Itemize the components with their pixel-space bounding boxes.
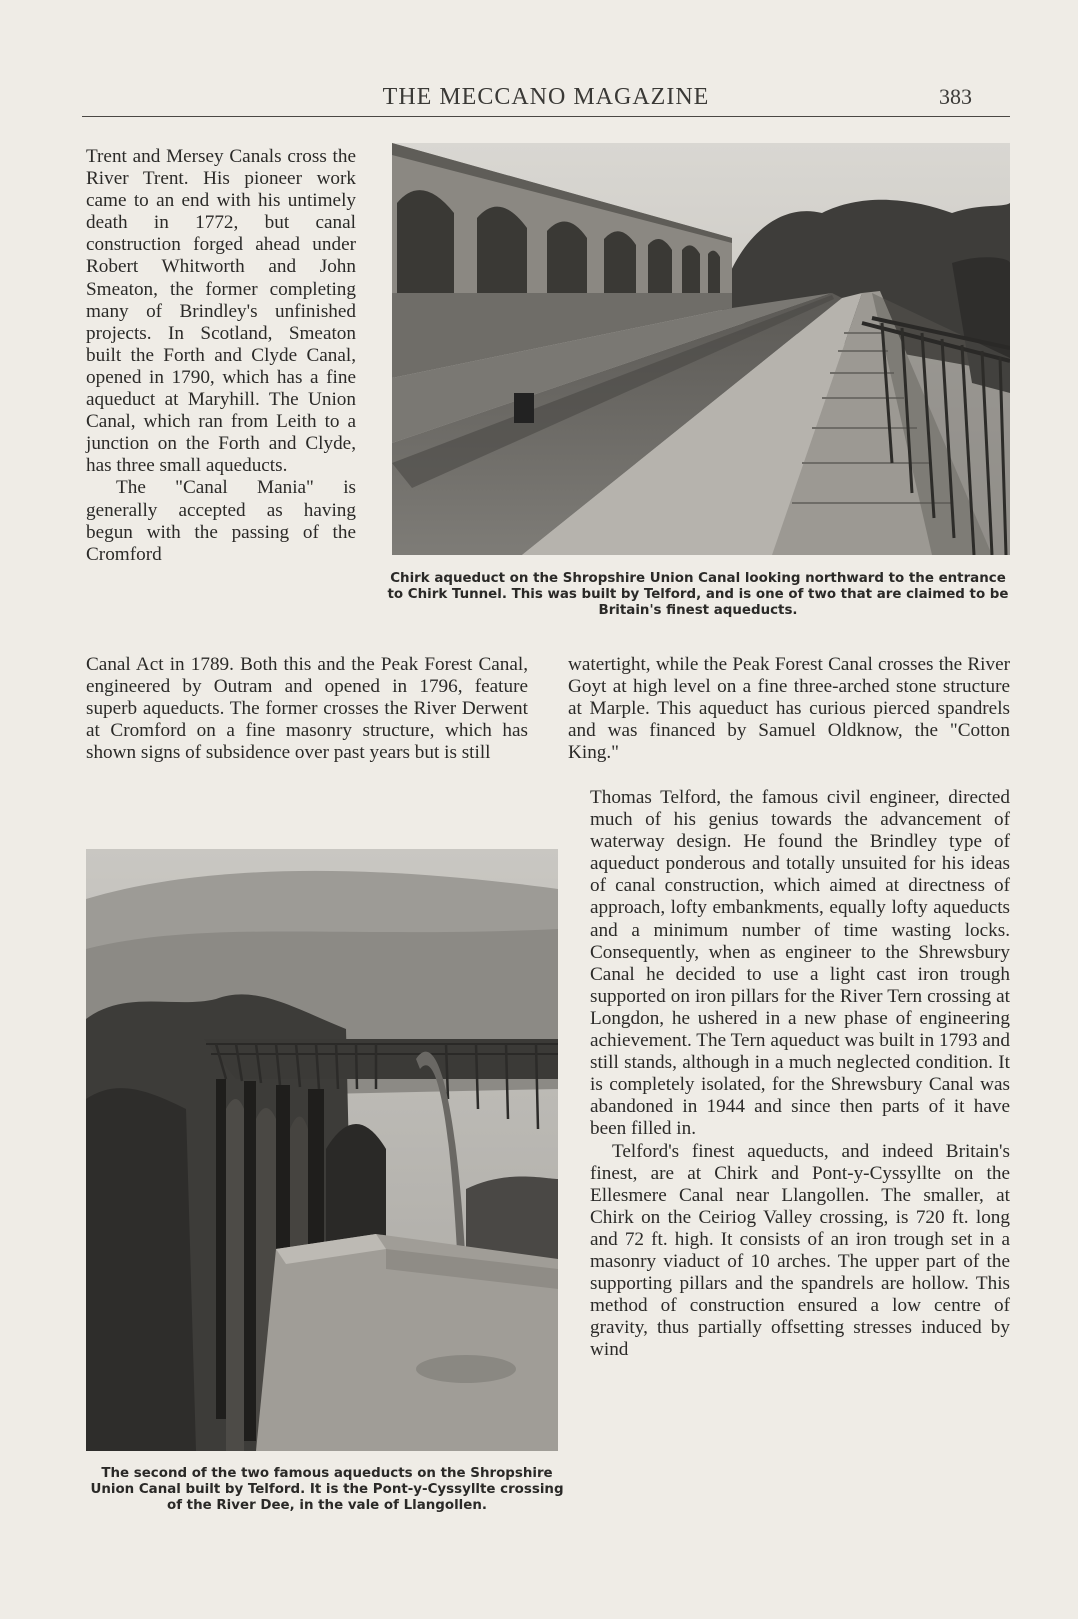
paragraph-canal-mania-start: The "Canal Mania" is generally accepted as having begun with the passing of the Cromford bbox=[86, 477, 356, 565]
paragraph-trent-mersey: Trent and Mersey Canals cross the River Trent. His pioneer work came to an end with his untimely death in 1772, but canal construction forged ahead under Robert Whitworth and John Smeaton, the former completing many of Brindley's unfinished projects. In Scotland, Smeaton built the Forth and Clyde Canal, opened in 1790, which has a fine aqueduct at Maryhill. The Union Canal, which ran from Leith to a junction on the Forth and Clyde, has three small aqueducts. bbox=[86, 146, 356, 477]
chirk-photo-caption: Chirk aqueduct on the Shropshire Union Canal looking northward to the entrance to Chirk Tunnel. This was built by Telford, and is one of two that are claimed to be Britain's finest aqueducts. bbox=[387, 571, 1009, 618]
paragraph-finest-aqueducts: Telford's finest aqueducts, and indeed Britain's finest, are at Chirk and Pont-y-Cyssyllte on the Ellesmere Canal near Llangollen. The smaller, at Chirk on the Ceiriog Valley crossing, is 720 ft. long and 72 ft. high. It consists of an iron trough set in a masonry viaduct of 10 arches. The upper part of the supporting pillars and the spandrels are hollow. This method of construction ensured a low centre of gravity, thus partially offsetting stresses induced by wind bbox=[590, 1140, 1010, 1361]
page-number: 383 bbox=[939, 84, 972, 109]
right-column-text bbox=[590, 787, 1010, 1361]
chirk-aqueduct-photo bbox=[392, 143, 1010, 555]
magazine-title: THE MECCANO MAGAZINE bbox=[382, 84, 710, 110]
pontcysyllte-photo-caption: The second of the two famous aqueducts on the Shropshire Union Canal built by Telford. It is the Pont-y-Cyssyllte crossing of the River Dee, in the vale of Llangollen. bbox=[90, 1466, 564, 1513]
paragraph-canal-mania-cont: Canal Act in 1789. Both this and the Peak Forest Canal, engineered by Outram and opened in 1796, feature superb aqueducts. The former crosses the River Derwent at Cromford on a fine masonry structure, which has shown signs of subsidence over past years but is still bbox=[86, 654, 528, 764]
pontcysyllte-aqueduct-photo bbox=[86, 849, 558, 1451]
paragraph-telford: Thomas Telford, the famous civil engineer, directed much of his genius towards the advancement of waterway design. He found the Brindley type of aqueduct ponderous and totally unsuited for his ideas of canal construction, which aimed at directness of approach, lofty embankments, equally lofty aqueducts and a minimum number of time wasting locks. Consequently, when as engineer to the Shrewsbury Canal he decided to use a light cast iron trough supported on iron pillars for the River Tern crossing at Longdon, he ushered in a new phase of engineering achievement. The Tern aqueduct was built in 1793 and still stands, although in a much neglected condition. It is completely isolated, for the Shrewsbury Canal was abandoned in 1944 and since then parts of it have been filled in. bbox=[590, 787, 1010, 1140]
page-header bbox=[82, 84, 1010, 117]
left-column-text bbox=[86, 146, 356, 566]
paragraph-watertight: watertight, while the Peak Forest Canal crosses the River Goyt at high level on a fine three-arched stone structure at Marple. This aqueduct has curious pierced spandrels and was financed by Samuel Oldknow, the "Cotton King." bbox=[568, 654, 1010, 764]
